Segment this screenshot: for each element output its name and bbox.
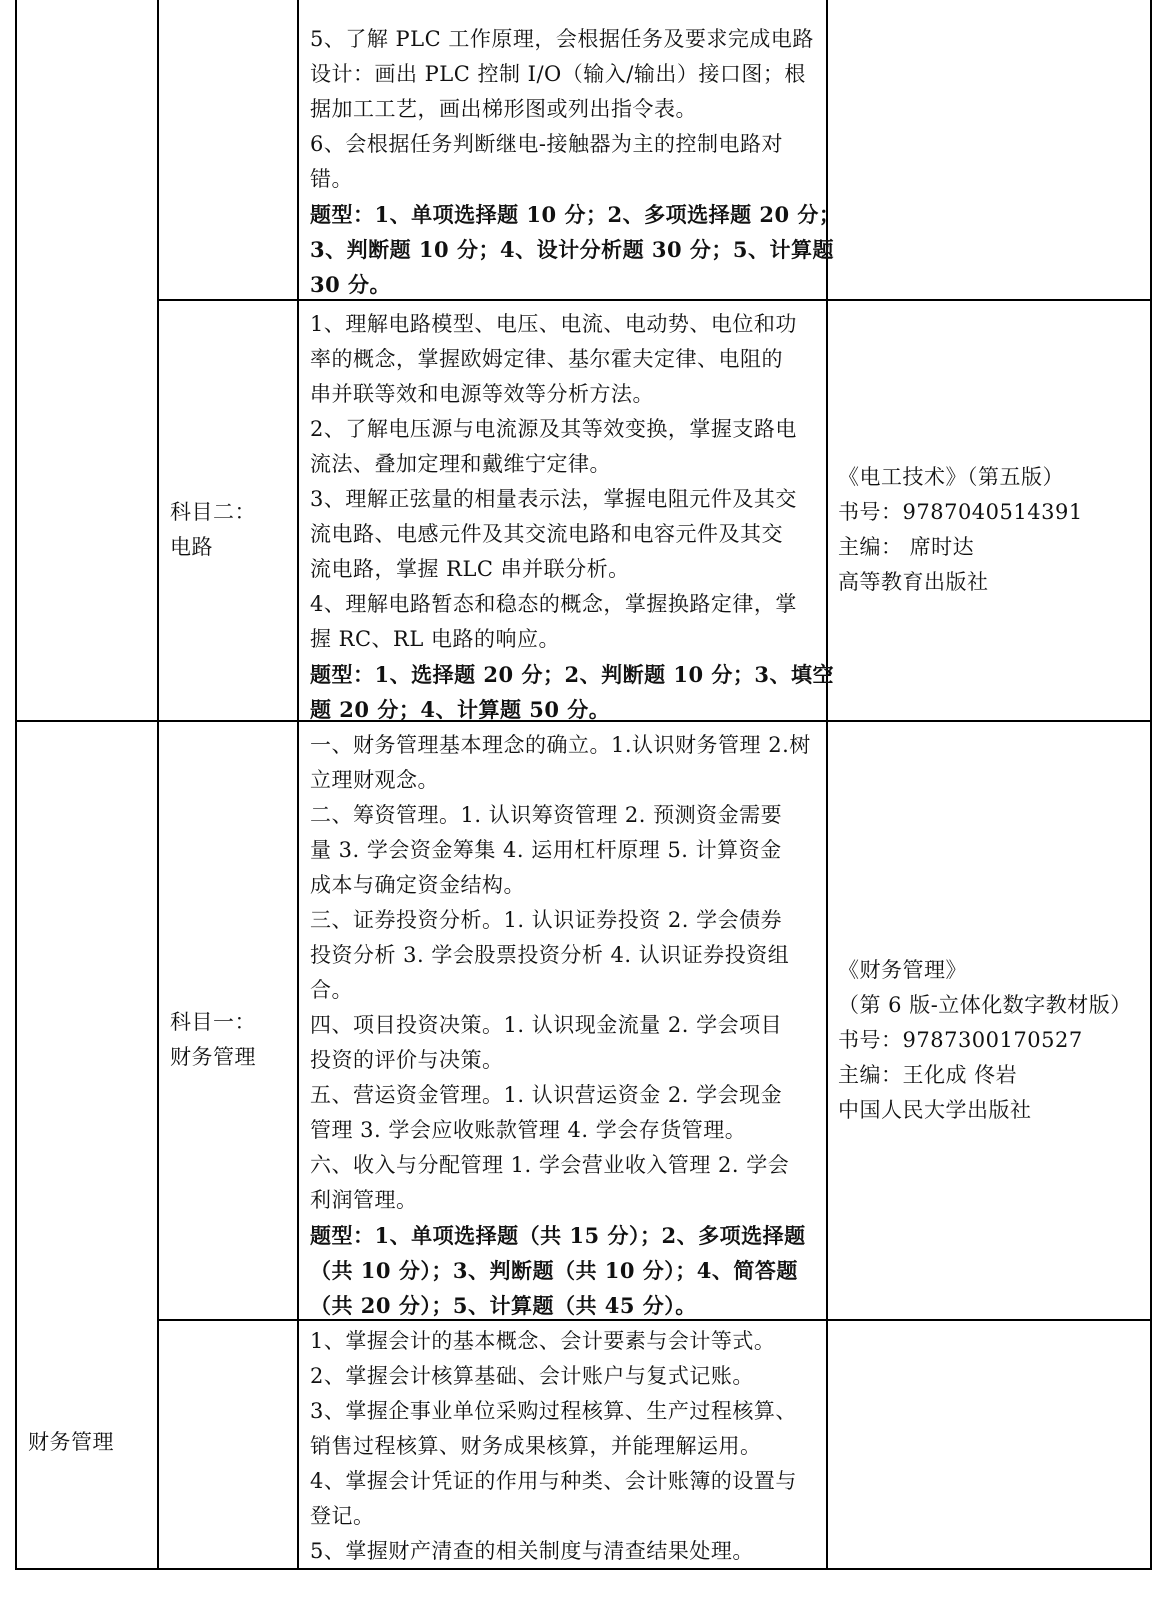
requirement-line: 串并联等效和电源等效等分析方法。 — [310, 382, 654, 406]
requirement-line: 4、掌握会计凭证的作用与种类、会计账簿的设置与 — [310, 1469, 797, 1493]
requirement-line: 4、理解电路暂态和稳态的概念，掌握换路定律，掌 — [310, 592, 797, 616]
row-c-textbook-cell — [838, 953, 1132, 1128]
row-b-subject-cell — [170, 495, 256, 565]
question-type-line: （共 10 分）；3、判断题（共 10 分）；4、简答题 — [310, 1258, 798, 1283]
row-b-textbook-cell — [838, 460, 1083, 600]
requirement-line: 1、理解电路模型、电压、电流、电动势、电位和功 — [310, 312, 797, 336]
requirement-line: 流电路、电感元件及其交流电路和电容元件及其交 — [310, 522, 783, 546]
requirement-line: 销售过程核算、财务成果核算，并能理解运用。 — [310, 1434, 762, 1458]
requirement-line: 设计：画出 PLC 控制 I/O（输入/输出）接口图；根 — [310, 62, 806, 86]
subject-name: 电路 — [170, 535, 213, 559]
textbook-line: 书号：9787300170527 — [838, 1028, 1083, 1052]
requirement-line: 错。 — [310, 167, 353, 191]
requirement-line: 三、证券投资分析。1. 认识证券投资 2. 学会债券 — [310, 908, 783, 932]
requirement-line: 3、掌握企事业单位采购过程核算、生产过程核算、 — [310, 1399, 797, 1423]
requirement-line: 管理 3. 学会应收账款管理 4. 学会存货管理。 — [310, 1118, 747, 1142]
requirement-line: 率的概念，掌握欧姆定律、基尔霍夫定律、电阻的 — [310, 347, 783, 371]
requirement-line: 二、筹资管理。1. 认识筹资管理 2. 预测资金需要 — [310, 803, 783, 827]
requirement-line: 投资分析 3. 学会股票投资分析 4. 认识证券投资组 — [310, 943, 790, 967]
question-type-line: （共 20 分）；5、计算题（共 45 分）。 — [310, 1293, 697, 1318]
textbook-line: 《财务管理》 — [838, 958, 967, 982]
row-d-major-cell — [28, 1425, 114, 1460]
table-border-right — [1150, 0, 1152, 1570]
requirement-line: 1、掌握会计的基本概念、会计要素与会计等式。 — [310, 1329, 776, 1353]
row-c-requirements-cell — [310, 728, 811, 1323]
requirement-line: 3、理解正弦量的相量表示法，掌握电阻元件及其交 — [310, 487, 797, 511]
requirement-line: 2、了解电压源与电流源及其等效变换，掌握支路电 — [310, 417, 797, 441]
subject-label: 科目二： — [170, 500, 256, 524]
textbook-line: 主编： 席时达 — [838, 535, 975, 559]
question-type-line: 3、判断题 10 分；4、设计分析题 30 分；5、计算题 — [310, 237, 835, 262]
row-b-requirements-cell — [310, 307, 834, 727]
column-divider-1 — [157, 0, 159, 1570]
requirement-line: 利润管理。 — [310, 1188, 418, 1212]
requirement-line: 据加工工艺，画出梯形图或列出指令表。 — [310, 97, 697, 121]
question-type-line: 题型：1、单项选择题 10 分；2、多项选择题 20 分； — [310, 202, 841, 227]
requirement-line: 2、掌握会计核算基础、会计账户与复式记账。 — [310, 1364, 754, 1388]
requirement-line: 流法、叠加定理和戴维宁定律。 — [310, 452, 611, 476]
requirement-line: 5、了解 PLC 工作原理，会根据任务及要求完成电路 — [310, 27, 814, 51]
requirement-line: 立理财观念。 — [310, 768, 439, 792]
question-type-line: 题型：1、单项选择题（共 15 分）；2、多项选择题 — [310, 1223, 806, 1248]
requirement-line: 握 RC、RL 电路的响应。 — [310, 627, 560, 651]
question-type-line: 题型：1、选择题 20 分；2、判断题 10 分；3、填空 — [310, 662, 835, 687]
requirement-line: 量 3. 学会资金筹集 4. 运用杠杆原理 5. 计算资金 — [310, 838, 782, 862]
table-border-left — [15, 0, 17, 1570]
question-type-line: 30 分。 — [310, 272, 392, 297]
requirement-line: 流电路，掌握 RLC 串并联分析。 — [310, 557, 630, 581]
textbook-line: （第 6 版-立体化数字教材版） — [838, 993, 1132, 1017]
textbook-line: 中国人民大学出版社 — [838, 1098, 1032, 1122]
requirement-line: 5、掌握财产清查的相关制度与清查结果处理。 — [310, 1539, 754, 1563]
major-name: 财务管理 — [28, 1430, 114, 1454]
row-a-requirements-cell — [310, 22, 840, 302]
row-d-requirements-cell — [310, 1324, 797, 1569]
requirement-line: 合。 — [310, 978, 353, 1002]
textbook-line: 主编：王化成 佟岩 — [838, 1063, 1018, 1087]
textbook-line: 《电工技术》（第五版） — [838, 465, 1064, 489]
subject-label: 科目一： — [170, 1010, 256, 1034]
textbook-line: 书号：9787040514391 — [838, 500, 1083, 524]
requirement-line: 成本与确定资金结构。 — [310, 873, 525, 897]
textbook-line: 高等教育出版社 — [838, 570, 989, 594]
requirement-line: 四、项目投资决策。1. 认识现金流量 2. 学会项目 — [310, 1013, 783, 1037]
requirement-line: 一、财务管理基本理念的确立。1.认识财务管理 2.树 — [310, 733, 811, 757]
requirement-line: 投资的评价与决策。 — [310, 1048, 504, 1072]
row-c-subject-cell — [170, 1005, 256, 1075]
requirement-line: 六、收入与分配管理 1. 学会营业收入管理 2. 学会 — [310, 1153, 790, 1177]
requirement-line: 五、营运资金管理。1. 认识营运资金 2. 学会现金 — [310, 1083, 783, 1107]
requirement-line: 登记。 — [310, 1504, 375, 1528]
question-type-line: 题 20 分；4、计算题 50 分。 — [310, 697, 611, 722]
subject-name: 财务管理 — [170, 1045, 256, 1069]
requirement-line: 6、会根据任务判断继电-接触器为主的控制电路对 — [310, 132, 783, 156]
column-divider-2 — [297, 0, 299, 1570]
